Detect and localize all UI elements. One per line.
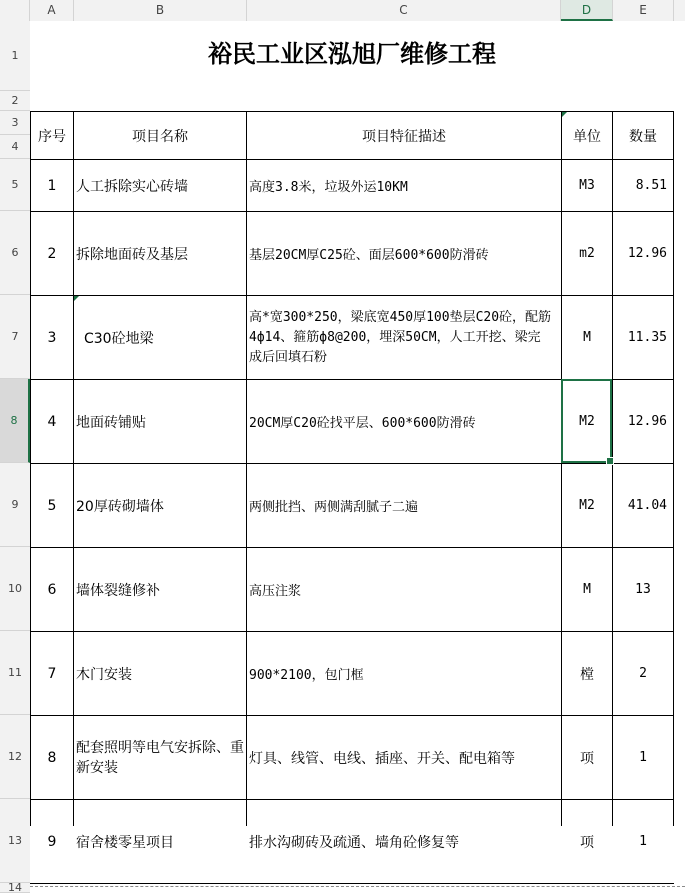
item-unit[interactable]: M2 xyxy=(579,498,595,513)
item-name[interactable]: 地面砖铺贴 xyxy=(76,414,146,431)
header-name[interactable]: 项目名称 xyxy=(132,128,188,145)
item-seq[interactable]: 3 xyxy=(47,329,57,346)
row-header-6[interactable]: 6 xyxy=(0,211,30,295)
item-seq[interactable]: 7 xyxy=(47,665,57,682)
item-desc[interactable]: 灯具、线管、电线、插座、开关、配电箱等 xyxy=(249,750,515,767)
column-header-a[interactable]: A xyxy=(30,0,74,21)
item-desc[interactable]: 900*2100，包门框 xyxy=(249,668,364,683)
sheet-title[interactable]: 裕民工业区泓旭厂维修工程 xyxy=(208,38,496,68)
select-all-corner[interactable] xyxy=(0,0,30,21)
item-name[interactable]: 20厚砖砌墙体 xyxy=(76,498,164,515)
row-header-5[interactable]: 5 xyxy=(0,159,30,211)
item-name[interactable]: C30砼地梁 xyxy=(84,330,154,347)
row-header-11[interactable]: 11 xyxy=(0,631,30,715)
column-header-e[interactable]: E xyxy=(613,0,674,21)
item-seq[interactable]: 5 xyxy=(47,497,57,514)
item-unit[interactable]: 项 xyxy=(580,750,594,767)
comment-indicator xyxy=(562,112,567,117)
item-name[interactable]: 墙体裂缝修补 xyxy=(76,582,160,599)
item-name[interactable]: 宿舍楼零星项目 xyxy=(76,834,174,851)
column-header-b[interactable]: B xyxy=(74,0,247,21)
item-seq[interactable]: 6 xyxy=(47,581,57,598)
item-unit[interactable]: M3 xyxy=(579,178,595,193)
item-desc[interactable]: 高度3.8米，垃圾外运10KM xyxy=(249,180,408,195)
item-desc[interactable]: 20CM厚C20砼找平层、600*600防滑砖 xyxy=(249,416,476,431)
item-qty[interactable]: 41.04 xyxy=(627,498,667,513)
row-header-4[interactable]: 4 xyxy=(0,135,30,159)
header-unit[interactable]: 单位 xyxy=(573,128,601,145)
item-name[interactable]: 拆除地面砖及基层 xyxy=(76,246,188,263)
row-header-3[interactable]: 3 xyxy=(0,111,30,135)
row-header-12[interactable]: 12 xyxy=(0,715,30,799)
header-seq[interactable]: 序号 xyxy=(38,128,66,145)
item-name[interactable]: 人工拆除实心砖墙 xyxy=(76,178,188,195)
row-header-14[interactable]: 14 xyxy=(0,883,30,893)
row-header-9[interactable]: 9 xyxy=(0,463,30,547)
fill-handle[interactable] xyxy=(606,457,614,465)
row-header-13[interactable]: 13 xyxy=(0,799,30,883)
item-seq[interactable]: 2 xyxy=(47,245,57,262)
item-seq[interactable]: 9 xyxy=(47,833,57,850)
item-unit[interactable]: M2 xyxy=(579,414,595,429)
spreadsheet-grid[interactable] xyxy=(30,21,685,893)
header-desc[interactable]: 项目特征描述 xyxy=(362,128,446,145)
item-qty[interactable]: 12.96 xyxy=(627,246,667,261)
item-unit[interactable]: M xyxy=(583,582,591,597)
item-desc[interactable]: 两侧批挡、两侧满刮腻子二遍 xyxy=(249,500,419,515)
item-desc[interactable]: 排水沟砌砖及疏通、墙角砼修复等 xyxy=(249,834,459,851)
column-header-d[interactable]: D xyxy=(561,0,613,21)
item-desc[interactable]: 高压注浆 xyxy=(249,584,302,599)
column-header-c[interactable]: C xyxy=(247,0,561,21)
item-desc[interactable]: 基层20CM厚C25砼、面层600*600防滑砖 xyxy=(249,248,489,263)
row-header-8[interactable]: 8 xyxy=(0,379,30,463)
item-desc[interactable]: 高*宽300*250，梁底宽450厚100垫层C20砼，配筋4ф14、箍筋ф8@200，埋深50CM，人工开挖、梁完成后回填石粉 xyxy=(249,309,552,365)
item-seq[interactable]: 1 xyxy=(47,177,57,194)
item-name[interactable]: 木门安装 xyxy=(76,666,132,683)
row-header-bar xyxy=(0,21,31,893)
item-qty[interactable]: 11.35 xyxy=(627,330,667,345)
item-qty[interactable]: 1 xyxy=(639,750,647,765)
item-qty[interactable]: 12.96 xyxy=(627,414,667,429)
item-qty[interactable]: 8.51 xyxy=(635,178,667,193)
row-header-10[interactable]: 10 xyxy=(0,547,30,631)
item-unit[interactable]: m2 xyxy=(579,246,595,261)
item-unit[interactable]: 樘 xyxy=(580,666,594,683)
item-unit[interactable]: 项 xyxy=(580,834,594,851)
item-seq[interactable]: 8 xyxy=(47,749,57,766)
column-header-bar xyxy=(0,0,685,22)
page-break-line xyxy=(30,886,685,887)
item-qty[interactable]: 2 xyxy=(639,666,647,681)
header-qty[interactable]: 数量 xyxy=(629,128,657,145)
item-qty[interactable]: 13 xyxy=(635,582,651,597)
row-header-1[interactable]: 1 xyxy=(0,21,30,91)
item-qty[interactable]: 1 xyxy=(639,834,647,849)
row-header-7[interactable]: 7 xyxy=(0,295,30,379)
row-header-2[interactable]: 2 xyxy=(0,91,30,111)
active-cell-selection[interactable] xyxy=(561,379,612,463)
item-name[interactable]: 配套照明等电气安拆除、重新安装 xyxy=(76,739,244,776)
item-unit[interactable]: M xyxy=(583,330,591,345)
item-seq[interactable]: 4 xyxy=(47,413,57,430)
comment-indicator xyxy=(74,296,79,301)
